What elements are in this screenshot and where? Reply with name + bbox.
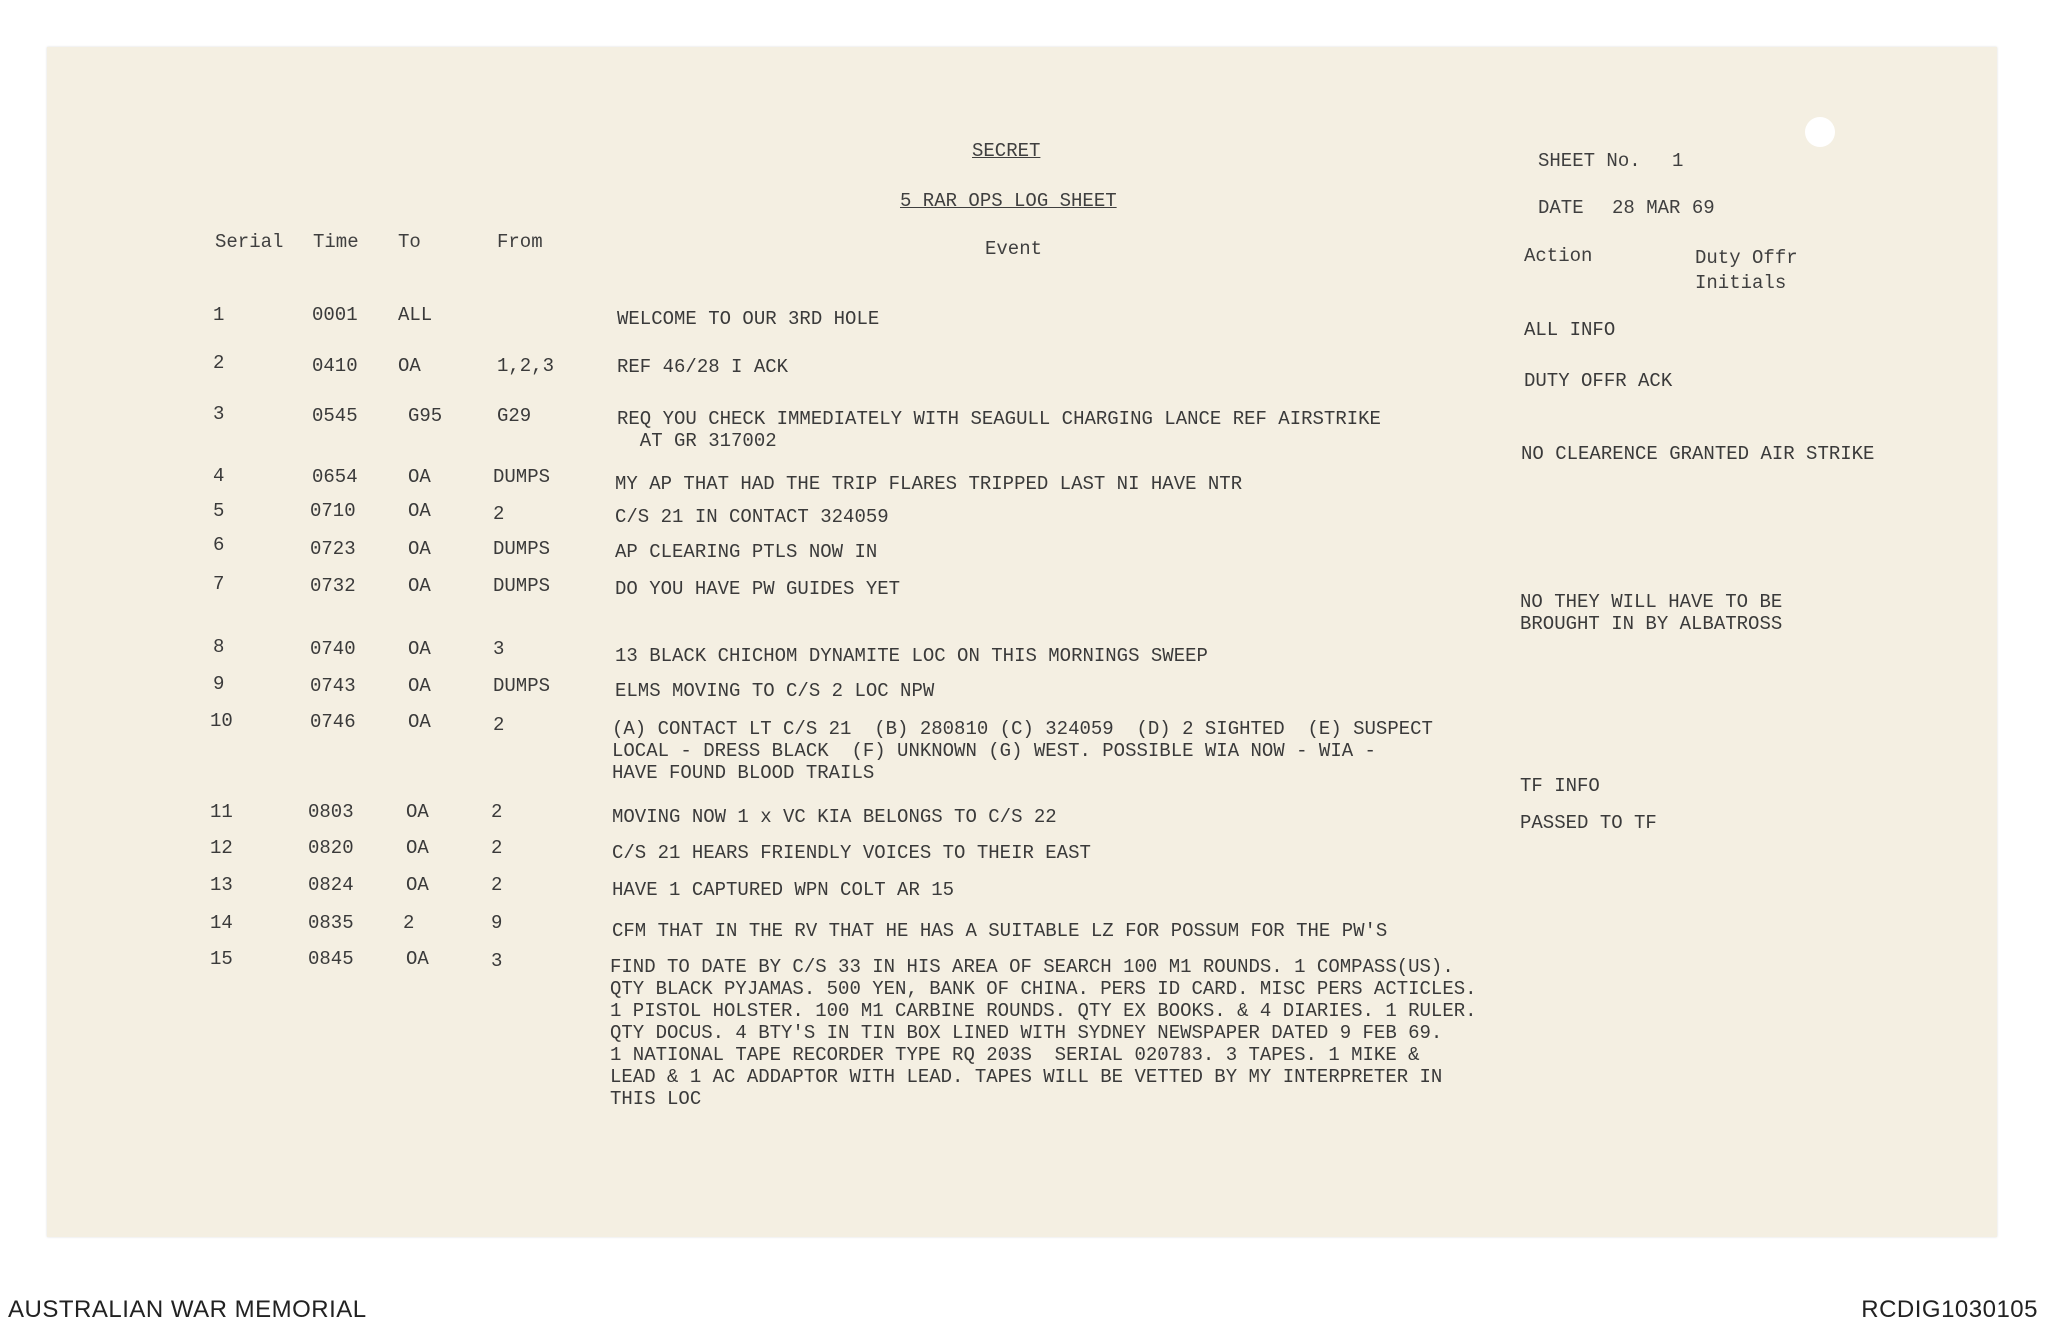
- page-title: 5 RAR OPS LOG SHEET: [900, 190, 1117, 212]
- row-action: PASSED TO TF: [1520, 812, 1657, 834]
- row-to: OA: [406, 837, 429, 859]
- col-from-header: From: [497, 231, 543, 253]
- row-time: 0710: [310, 500, 356, 522]
- row-action: DUTY OFFR ACK: [1524, 370, 1673, 392]
- row-time: 0001: [312, 304, 358, 326]
- row-event: ELMS MOVING TO C/S 2 LOC NPW: [615, 680, 935, 702]
- row-event: HAVE 1 CAPTURED WPN COLT AR 15: [612, 879, 955, 901]
- row-to: OA: [398, 355, 421, 377]
- col-serial-header: Serial: [215, 231, 284, 253]
- row-event: (A) CONTACT LT C/S 21 (B) 280810 (C) 324059 (D) 2 SIGHTED (E) SUSPECT LOCAL - DRESS BLACK (F) UNKNOWN (G) WEST. POSSIBLE WIA NOW - WIA - HAVE FOUND BLOOD TRAILS: [612, 718, 1433, 784]
- row-serial: 15: [210, 948, 233, 970]
- row-serial: 8: [213, 636, 225, 658]
- row-from: 1,2,3: [497, 355, 555, 377]
- row-time: 0820: [308, 837, 354, 859]
- row-from: DUMPS: [493, 538, 551, 560]
- row-to: G95: [408, 405, 443, 427]
- row-event: WELCOME TO OUR 3RD HOLE: [617, 308, 880, 330]
- footer-id: RCDIG1030105: [1861, 1296, 2038, 1323]
- punch-hole: [1805, 117, 1835, 147]
- row-to: OA: [406, 948, 429, 970]
- row-time: 0824: [308, 874, 354, 896]
- date-value: 28 MAR 69: [1612, 197, 1715, 219]
- row-to: OA: [408, 466, 431, 488]
- row-from: 3: [493, 638, 505, 660]
- sheet-number-label: SHEET No.: [1538, 150, 1641, 172]
- row-to: 2: [403, 912, 415, 934]
- col-time-header: Time: [313, 231, 359, 253]
- row-time: 0410: [312, 355, 358, 377]
- row-action: NO CLEARENCE GRANTED AIR STRIKE: [1521, 443, 1875, 465]
- footer-source: AUSTRALIAN WAR MEMORIAL: [8, 1296, 367, 1323]
- row-serial: 6: [213, 534, 225, 556]
- row-time: 0743: [310, 675, 356, 697]
- row-serial: 9: [213, 673, 225, 695]
- col-action-header: Action: [1524, 245, 1593, 267]
- classification-label: SECRET: [972, 140, 1041, 162]
- row-serial: 12: [210, 837, 233, 859]
- row-serial: 11: [210, 801, 233, 823]
- row-from: 2: [491, 801, 503, 823]
- row-serial: 10: [210, 710, 233, 732]
- row-serial: 7: [213, 573, 225, 595]
- row-event: 13 BLACK CHICHOM DYNAMITE LOC ON THIS MORNINGS SWEEP: [615, 645, 1208, 667]
- row-serial: 2: [213, 352, 225, 374]
- col-to-header: To: [398, 231, 421, 253]
- row-event: C/S 21 IN CONTACT 324059: [615, 506, 889, 528]
- row-from: 2: [491, 837, 503, 859]
- row-from: 2: [491, 874, 503, 896]
- row-to: ALL: [398, 304, 433, 326]
- row-time: 0803: [308, 801, 354, 823]
- row-event: DO YOU HAVE PW GUIDES YET: [615, 578, 901, 600]
- row-time: 0723: [310, 538, 356, 560]
- col-duty-offr-header: Duty Offr: [1695, 247, 1798, 269]
- row-to: OA: [408, 575, 431, 597]
- row-event: C/S 21 HEARS FRIENDLY VOICES TO THEIR EAST: [612, 842, 1091, 864]
- row-to: OA: [408, 675, 431, 697]
- row-serial: 1: [213, 304, 225, 326]
- row-event: FIND TO DATE BY C/S 33 IN HIS AREA OF SEARCH 100 M1 ROUNDS. 1 COMPASS(US). QTY BLACK PYJAMAS. 500 YEN, BANK OF CHINA. PERS ID CARD. MISC PERS ACTICLES. 1 PISTOL HOLSTER. 100 M1 CARBINE ROUNDS. QTY EX BOOKS. & 4 DIARIES. 1 RULER. QTY DOCUS. 4 BTY'S IN TIN BOX LINED WITH SYDNEY NEWSPAPER DATED 9 FEB 69. 1 NATIONAL TAPE RECORDER TYPE RQ 203S SERIAL 020783. 3 TAPES. 1 MIKE & LEAD & 1 AC ADDAPTOR WITH LEAD. TAPES WILL BE VETTED BY MY INTERPRETER IN THIS LOC: [610, 956, 1477, 1110]
- row-from: DUMPS: [493, 575, 551, 597]
- row-time: 0732: [310, 575, 356, 597]
- date-label: DATE: [1538, 197, 1584, 219]
- row-action: ALL INFO: [1524, 319, 1616, 341]
- row-serial: 14: [210, 912, 233, 934]
- row-from: G29: [497, 405, 532, 427]
- row-to: OA: [408, 500, 431, 522]
- row-from: DUMPS: [493, 675, 551, 697]
- row-serial: 5: [213, 500, 225, 522]
- sheet-number: 1: [1672, 150, 1684, 172]
- row-event: REF 46/28 I ACK: [617, 356, 789, 378]
- row-from: 3: [491, 950, 503, 972]
- row-serial: 4: [213, 465, 225, 487]
- row-to: OA: [406, 801, 429, 823]
- row-time: 0654: [312, 466, 358, 488]
- row-event: MOVING NOW 1 x VC KIA BELONGS TO C/S 22: [612, 806, 1057, 828]
- row-event: REQ YOU CHECK IMMEDIATELY WITH SEAGULL CHARGING LANCE REF AIRSTRIKE AT GR 317002: [617, 408, 1381, 452]
- row-from: DUMPS: [493, 466, 551, 488]
- col-initials-header: Initials: [1695, 272, 1787, 294]
- row-serial: 13: [210, 874, 233, 896]
- row-from: 2: [493, 503, 505, 525]
- row-to: OA: [408, 538, 431, 560]
- row-from: 2: [493, 714, 505, 736]
- row-from: 9: [491, 912, 503, 934]
- row-to: OA: [406, 874, 429, 896]
- row-to: OA: [408, 638, 431, 660]
- row-time: 0545: [312, 405, 358, 427]
- row-event: AP CLEARING PTLS NOW IN: [615, 541, 878, 563]
- row-time: 0835: [308, 912, 354, 934]
- col-event-header: Event: [985, 238, 1043, 260]
- row-event: CFM THAT IN THE RV THAT HE HAS A SUITABLE LZ FOR POSSUM FOR THE PW'S: [612, 920, 1388, 942]
- row-time: 0740: [310, 638, 356, 660]
- row-action: TF INFO: [1520, 775, 1600, 797]
- row-action: NO THEY WILL HAVE TO BE BROUGHT IN BY ALBATROSS: [1520, 591, 1783, 635]
- row-time: 0746: [310, 711, 356, 733]
- row-serial: 3: [213, 403, 225, 425]
- row-to: OA: [408, 711, 431, 733]
- row-event: MY AP THAT HAD THE TRIP FLARES TRIPPED LAST NI HAVE NTR: [615, 473, 1243, 495]
- row-time: 0845: [308, 948, 354, 970]
